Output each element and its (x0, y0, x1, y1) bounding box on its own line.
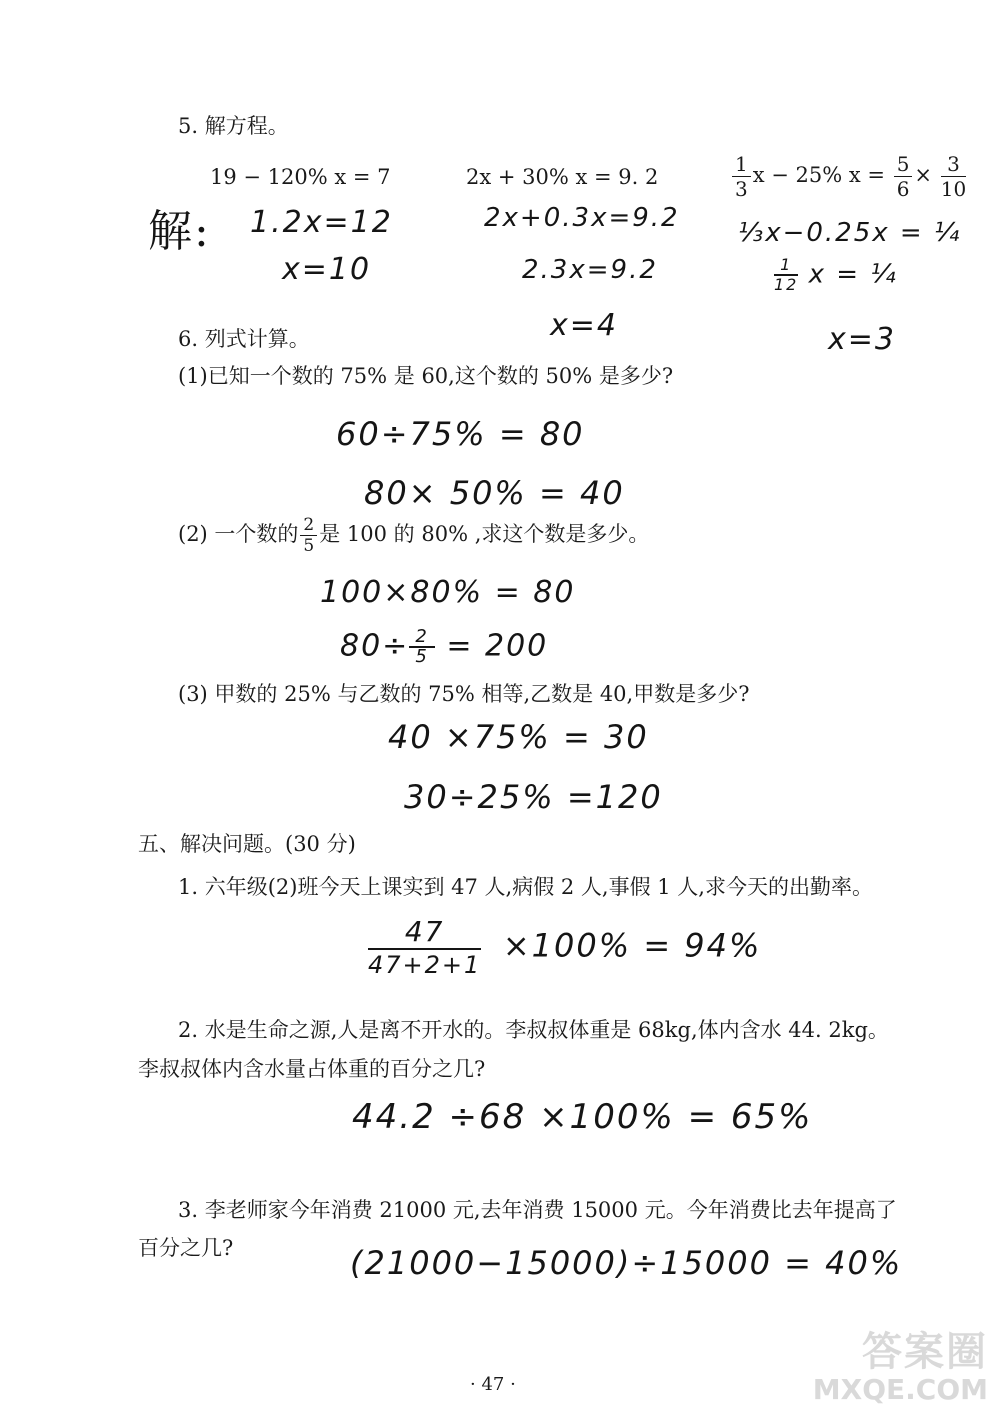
section-five-title: 五、解决问题。(30 分) (138, 832, 356, 856)
handwritten-step: x=4 (550, 308, 618, 343)
handwritten-step: 80÷ $\frac{2}{5}$ = 200 (340, 626, 549, 667)
handwritten-step: 2x+0.3x=9.2 (484, 203, 680, 233)
q5-equation-2: 2x + 30% x = 9. 2 (466, 165, 659, 189)
handwritten-step: ⅓x−0.25x = ¼ (738, 218, 962, 248)
q5-equation-1: 19 − 120% x = 7 (210, 165, 391, 189)
handwritten-step: x=10 (282, 252, 372, 287)
handwritten-answer: (21000−15000)÷15000 = 40% (350, 1244, 903, 1282)
q5-equation-3: $\frac{1}{3}$ x − 25% x = $\frac{5}{6}$ × $\frac{3}{10}$ (730, 150, 968, 201)
problem-2-line-2: 李叔叔体内含水量占体重的百分之几? (138, 1057, 486, 1081)
q6-title: 6. 列式计算。 (178, 327, 310, 351)
handwritten-label-solve: 解: (148, 206, 211, 257)
q6-part-1: (1)已知一个数的 75% 是 60,这个数的 50% 是多少? (178, 364, 674, 388)
q6-part-2: (2) 一个数的 $\frac{2}{5}$ 是 100 的 80% ,求这个数是多少。 (178, 515, 650, 556)
handwritten-step: 30÷25% =120 (404, 778, 663, 816)
handwritten-step: 40 ×75% = 30 (388, 718, 649, 756)
handwritten-step: 60÷75% = 80 (336, 415, 585, 453)
q5-title: 5. 解方程。 (178, 114, 289, 138)
handwritten-step: 100×80% = 80 (320, 575, 576, 610)
fraction: $\frac{2}{5}$ (300, 515, 317, 556)
fraction: $\frac{3}{10}$ (940, 152, 967, 201)
handwritten-step: x=3 (828, 322, 896, 357)
handwritten-step: 80× 50% = 40 (364, 474, 625, 512)
problem-3-line-1: 3. 李老师家今年消费 21000 元,去年消费 15000 元。今年消费比去年提高了 (178, 1198, 897, 1222)
watermark-logo: 答案圈 MXQE.COM (812, 1329, 988, 1406)
handwritten-answer: 44.2 ÷68 ×100% = 65% (352, 1097, 813, 1137)
fraction: $\frac{1}{3}$ (732, 152, 751, 201)
page-number: · 47 · (470, 1374, 516, 1395)
handwritten-step: 1.2x=12 (250, 205, 393, 240)
fraction: $\frac{5}{6}$ (894, 152, 913, 201)
handwritten-step: 2.3x=9.2 (522, 255, 658, 285)
handwritten-answer: $\frac{47}{47+2+1}$ ×100% = 94% (368, 915, 762, 979)
problem-1: 1. 六年级(2)班今天上课实到 47 人,病假 2 人,事假 1 人,求今天的出勤率。 (178, 875, 873, 899)
problem-2-line-1: 2. 水是生命之源,人是离不开水的。李叔叔体重是 68kg,体内含水 44. 2kg。 (178, 1018, 889, 1042)
q6-part-3: (3) 甲数的 25% 与乙数的 75% 相等,乙数是 40,甲数是多少? (178, 682, 750, 706)
problem-3-line-2: 百分之几? (138, 1236, 234, 1260)
handwritten-step: $\frac{1}{12}$ x = ¼ (774, 255, 898, 294)
